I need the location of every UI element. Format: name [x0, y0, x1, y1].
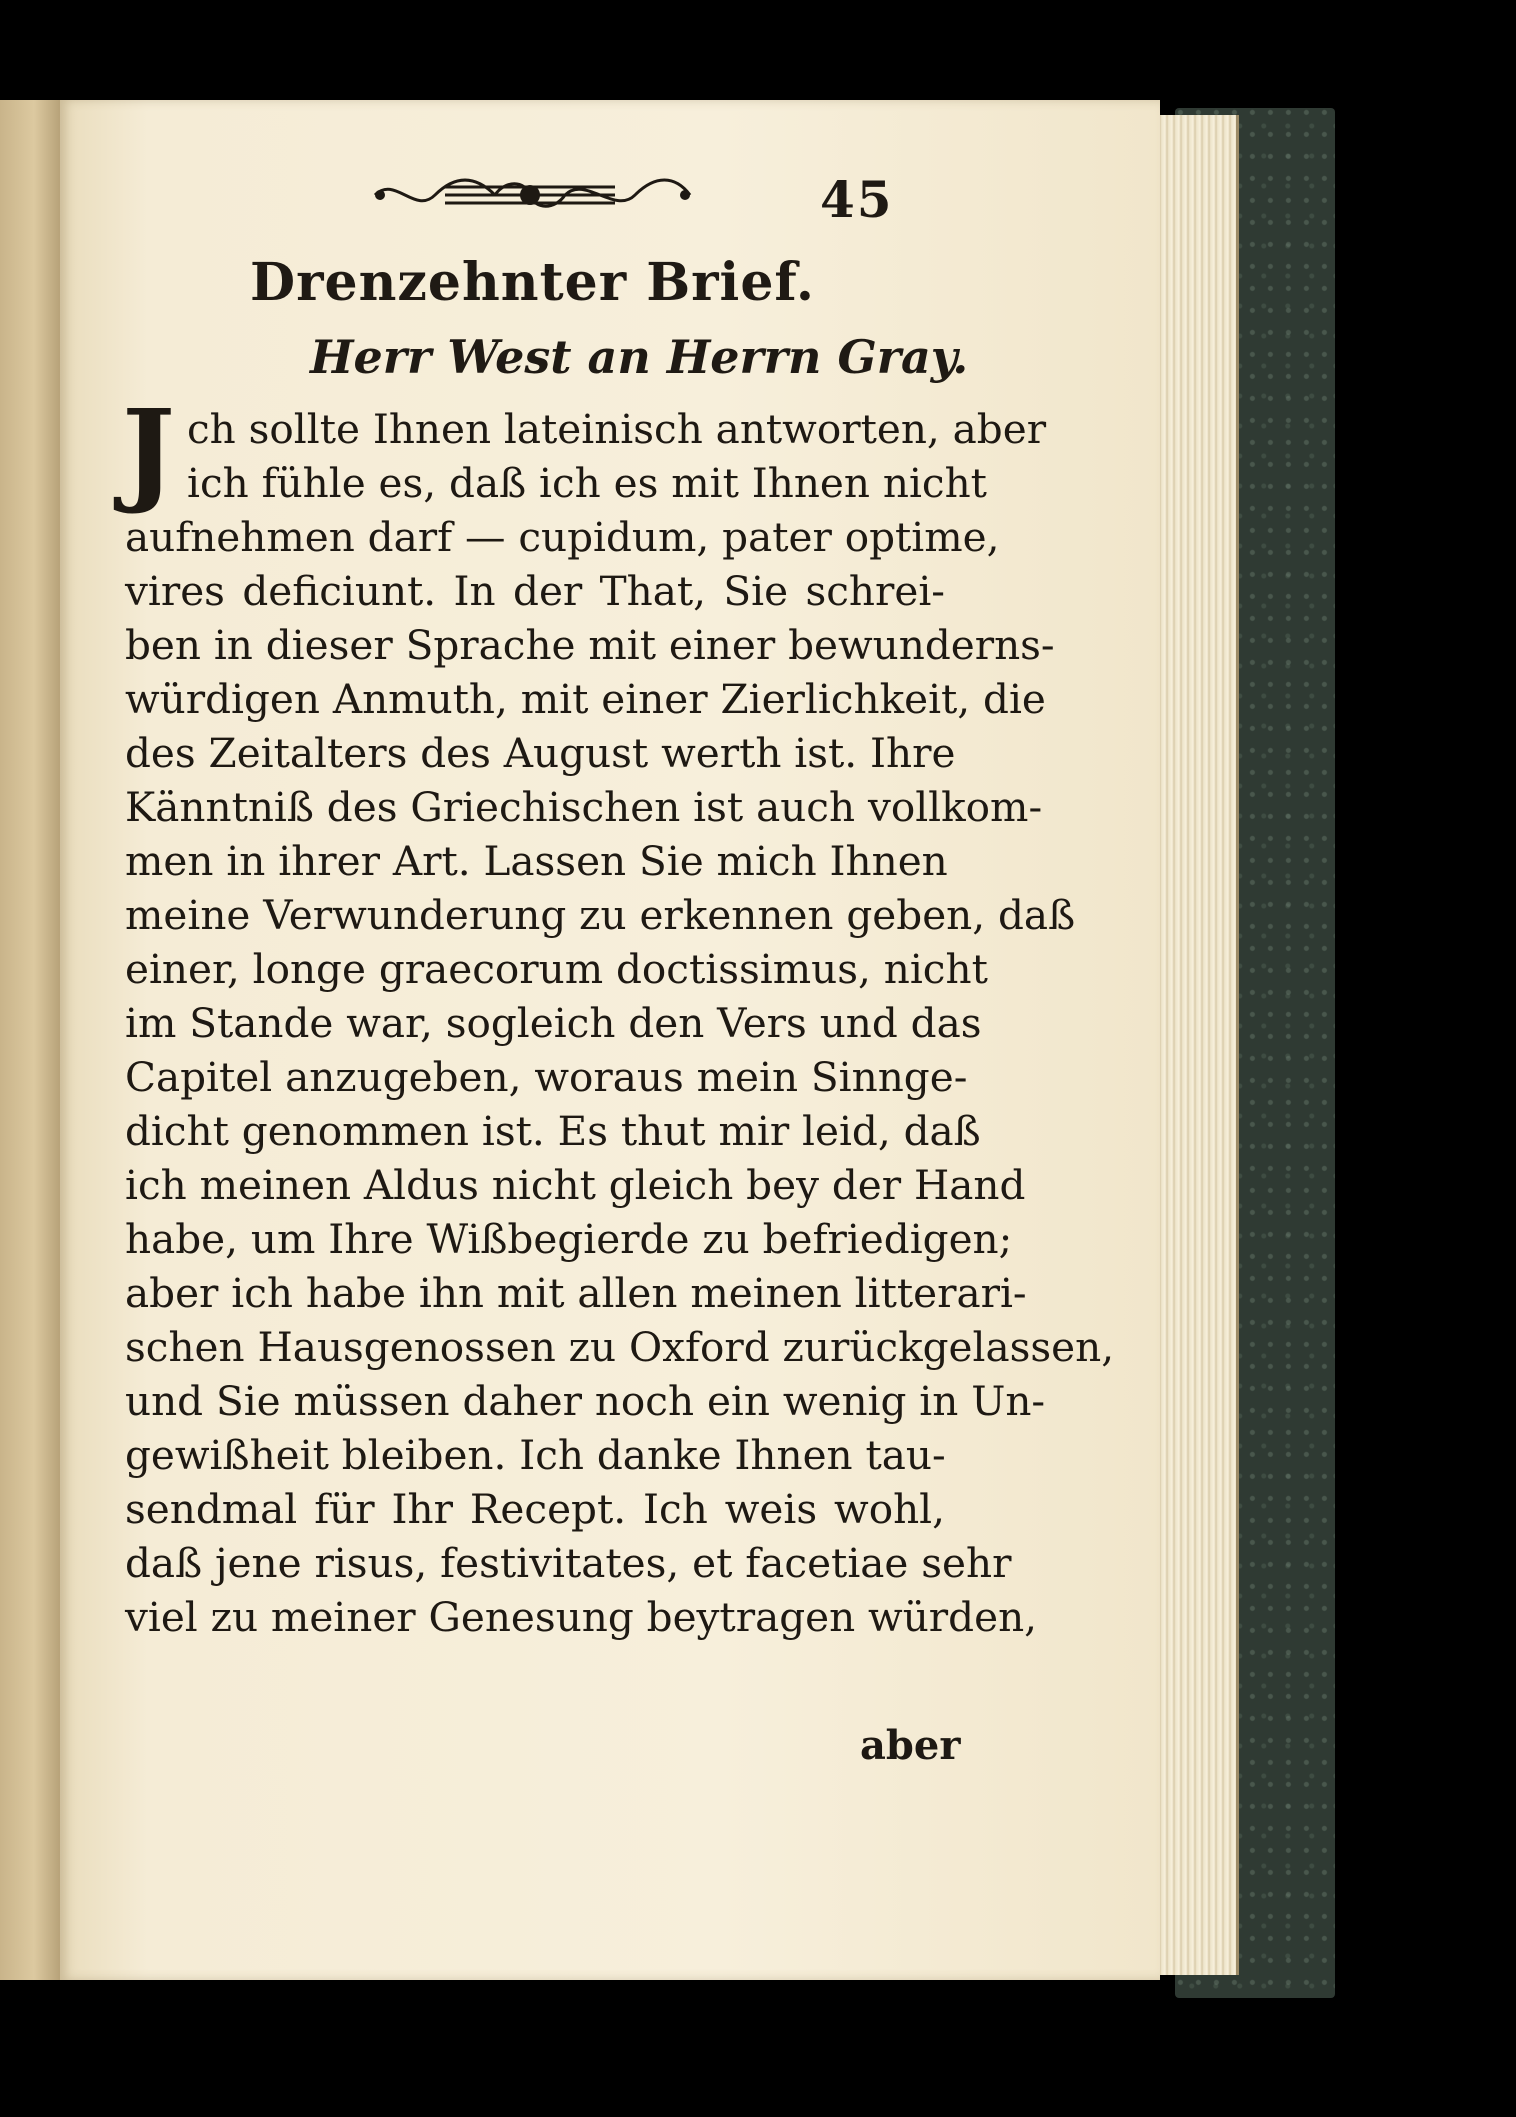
body-text — [125, 402, 1115, 1644]
text-line: ch sollte Ihnen lateinisch antworten, aber — [187, 405, 1047, 453]
text-line: im Stande war, sogleich den Vers und das — [125, 999, 982, 1047]
text-line: habe, um Ihre Wißbegierde zu befriedigen; — [125, 1215, 1013, 1263]
letter-subtitle: Herr West an Herrn Gray. — [310, 330, 969, 384]
text-line: ben in dieser Sprache mit einer bewunderns- — [125, 621, 1055, 669]
headpiece-ornament — [355, 165, 705, 225]
text-line: ich fühle es, daß ich es mit Ihnen nicht — [187, 459, 987, 507]
text-line: meine Verwunderung zu erkennen geben, daß — [125, 891, 1076, 939]
text-line: dicht genommen ist. Es thut mir leid, daß — [125, 1107, 981, 1155]
text-line: viel zu meiner Genesung beytragen würden, — [125, 1593, 1038, 1641]
text-line: vires deficiunt. In der That, Sie schrei- — [125, 567, 945, 615]
page-number: 45 — [820, 170, 894, 229]
letter-title: Drenzehnter Brief. — [250, 252, 816, 313]
text-line: Känntniß des Griechischen ist auch vollkom- — [125, 783, 1043, 831]
text-line: gewißheit bleiben. Ich danke Ihnen tau- — [125, 1431, 946, 1479]
text-line: aber ich habe ihn mit allen meinen litterari- — [125, 1269, 1027, 1317]
text-line: aufnehmen darf — cupidum, pater optime, — [125, 513, 1000, 561]
text-line: einer, longe graecorum doctissimus, nicht — [125, 945, 988, 993]
left-page-edge — [0, 100, 64, 1980]
text-line: ich meinen Aldus nicht gleich bey der Hand — [125, 1161, 1026, 1209]
text-line: des Zeitalters des August werth ist. Ihre — [125, 729, 956, 777]
drop-cap: J — [122, 386, 175, 517]
text-line: schen Hausgenossen zu Oxford zurückgelassen, — [125, 1323, 1115, 1371]
text-line: würdigen Anmuth, mit einer Zierlichkeit, die — [125, 675, 1046, 723]
catchword: aber — [860, 1722, 961, 1769]
text-line: sendmal für Ihr Recept. Ich weis wohl, — [125, 1485, 945, 1533]
text-line: daß jene risus, festivitates, et facetiae sehr — [125, 1539, 1012, 1587]
text-line: und Sie müssen daher noch ein wenig in Un- — [125, 1377, 1046, 1425]
text-line: men in ihrer Art. Lassen Sie mich Ihnen — [125, 837, 948, 885]
text-line: Capitel anzugeben, woraus mein Sinnge- — [125, 1053, 968, 1101]
page-edges — [1148, 115, 1239, 1975]
